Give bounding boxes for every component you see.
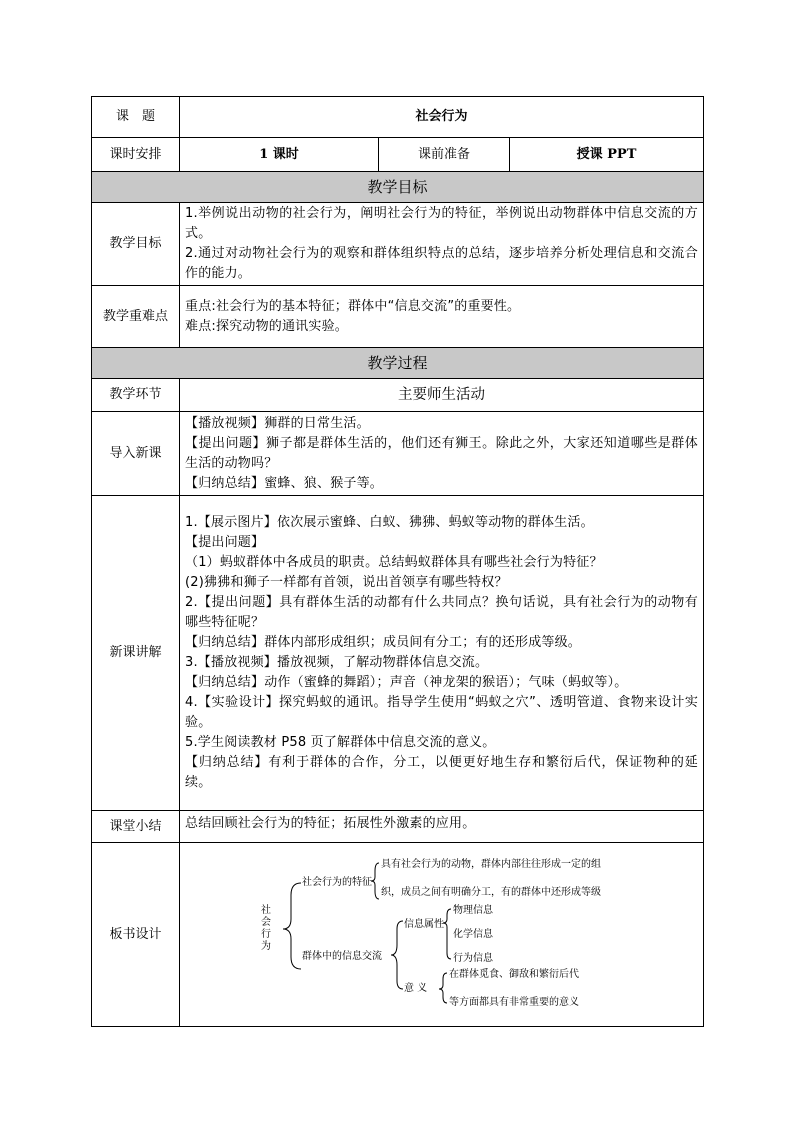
summary-label: 课堂小结	[92, 811, 180, 843]
board-design	[180, 843, 704, 1027]
lecture-line: 2.【提出问题】具有群体生活的动都有什么共同点？换句话说，具有社会行为的动物有哪些特征呢？	[185, 595, 699, 630]
goal-item: 2.通过对动物社会行为的观察和群体组织特点的总结，逐步培养分析处理信息和交流合作的能力。	[185, 246, 699, 281]
goals-label: 教学目标	[92, 203, 180, 286]
hours-label: 课时安排	[92, 138, 180, 172]
process-section-header	[92, 348, 704, 379]
attr-item: 行为信息	[453, 953, 493, 964]
lecture-line: 4.【实验设计】探究蚂蚁的通讯。指导学生使用“蚂蚁之穴”、透明管道、食物来设计实验。	[185, 695, 699, 730]
activity-column-label: 主要师生活动	[180, 379, 704, 412]
lecture-row	[92, 496, 704, 811]
process-column-header	[92, 379, 704, 412]
intro-line: 【播放视频】狮群的日常生活。	[185, 415, 370, 431]
hours-value: 1 课时	[180, 138, 379, 172]
lesson-plan-table	[91, 96, 704, 1027]
intro-label: 导入新课	[92, 412, 180, 496]
branch1-line: 织，成员之间有明确分工，有的群体中还形成等级	[381, 887, 601, 898]
meaning-line: 等方面都具有非常重要的意义	[449, 997, 579, 1008]
board-row	[92, 843, 704, 1027]
attr-title: 信息属性	[404, 919, 444, 930]
root-char: 会	[261, 917, 271, 928]
intro-line: 【归纳总结】蜜蜂、狼、猴子等。	[185, 475, 384, 491]
topic-label: 课 题	[92, 97, 180, 138]
goals-row	[92, 203, 704, 286]
lecture-label: 新课讲解	[92, 496, 180, 811]
keypoint-item: 重点:社会行为的基本特征；群体中“信息交流”的重要性。	[185, 298, 521, 314]
topic-row	[92, 97, 704, 138]
intro-content	[180, 412, 704, 496]
meaning-title: 意 义	[404, 983, 428, 994]
stage-column-label: 教学环节	[92, 379, 180, 412]
goal-item: 1.举例说出动物的社会行为，阐明社会行为的特征，举例说出动物群体中信息交流的方式。	[185, 206, 699, 241]
goals-content	[180, 203, 704, 286]
goals-section-title: 教学目标	[92, 172, 704, 203]
goals-section-header	[92, 172, 704, 203]
lecture-line: 【提出问题】	[185, 535, 265, 550]
topic-value: 社会行为	[180, 97, 704, 138]
lecture-line: 【归纳总结】动作（蜜蜂的舞蹈）；声音（神龙架的猴语）；气味（蚂蚁等）。	[185, 675, 628, 690]
meaning-line: 在群体觅食、御敌和繁衍后代	[449, 969, 579, 980]
meaning-brace	[439, 973, 447, 1003]
branch1-title: 社会行为的特征	[302, 877, 372, 888]
lecture-line: 【归纳总结】群体内部形成组织；成员间有分工；有的还形成等级。	[185, 635, 582, 650]
intro-line: 【提出问题】狮子都是群体生活的，他们还有狮王。除此之外，大家还知道哪些是群体生活的动物吗？	[185, 435, 699, 471]
prep-value: 授课 PPT	[510, 138, 704, 172]
lecture-content	[180, 496, 704, 811]
hours-row	[92, 138, 704, 172]
root-char: 为	[261, 941, 271, 952]
prep-label: 课前准备	[379, 138, 510, 172]
board-diagram	[185, 843, 707, 1019]
feature-brace	[371, 863, 379, 899]
lecture-line: 【归纳总结】有利于群体的合作，分工，以便更好地生存和繁衍后代，保证物种的延续。	[185, 755, 699, 790]
lecture-line: （1）蚂蚁群体中各成员的职责。总结蚂蚁群体具有哪些社会行为特征？	[185, 555, 603, 570]
lecture-line: 1.【展示图片】依次展示蜜蜂、白蚁、狒狒、蚂蚁等动物的群体生活。	[185, 515, 594, 530]
attr-item: 物理信息	[453, 905, 493, 916]
lecture-line: 5.学生阅读教材 P58 页了解群体中信息交流的意义。	[185, 735, 496, 750]
keypoint-item: 难点:探究动物的通讯实验。	[185, 318, 348, 334]
summary-row	[92, 811, 704, 843]
attr-brace	[443, 909, 451, 959]
lecture-line: (2)狒狒和狮子一样都有首领，说出首领享有哪些特权？	[185, 575, 508, 590]
branch1-line: 具有社会行为的动物，群体内部往往形成一定的组	[381, 859, 601, 870]
keypoints-content	[180, 286, 704, 348]
root-brace	[283, 883, 301, 969]
summary-content: 总结回顾社会行为的特征；拓展性外激素的应用。	[180, 811, 704, 843]
root-char: 社	[261, 905, 271, 916]
process-section-title: 教学过程	[92, 348, 704, 379]
branch2-title: 群体中的信息交流	[302, 951, 382, 962]
board-label: 板书设计	[92, 843, 180, 1027]
lecture-line: 3.【播放视频】播放视频，了解动物群体信息交流。	[185, 655, 489, 670]
intro-row	[92, 412, 704, 496]
keypoints-label: 教学重难点	[92, 286, 180, 348]
keypoints-row	[92, 286, 704, 348]
attr-item: 化学信息	[453, 929, 493, 940]
root-char: 行	[261, 929, 271, 940]
exchange-brace	[391, 921, 403, 989]
